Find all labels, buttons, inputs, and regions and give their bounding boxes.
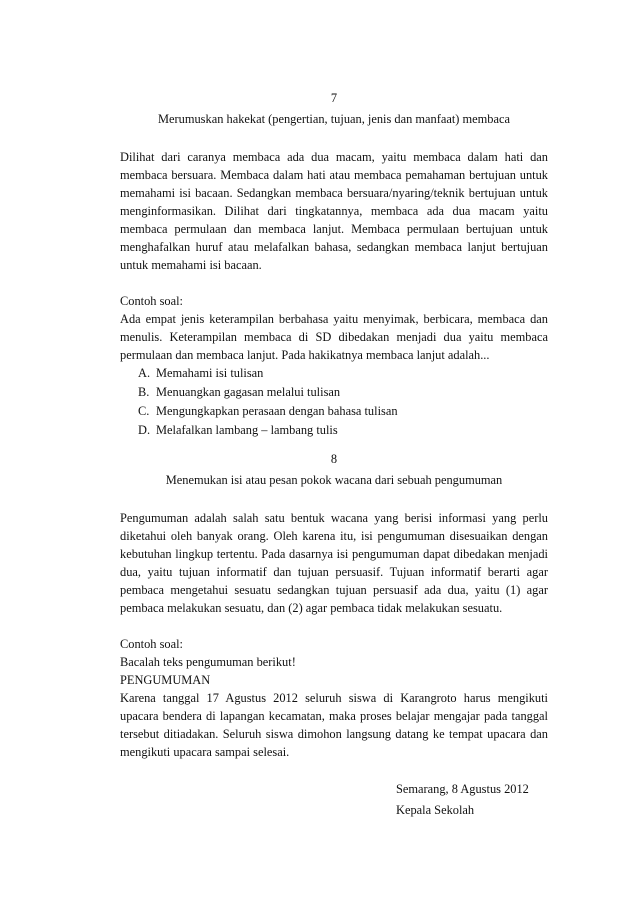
option-b-letter: B. [138,385,150,399]
answer-options [120,364,548,440]
announcement-body: Karena tanggal 17 Agustus 2012 seluruh siswa di Karangroto harus mengikuti upacara bendera di lapangan kecamatan, maka proses belajar mengajar pada tanggal tersebut ditiadakan. Seluruh siswa dimohon langsung datang ke tempat upacara dan mengikuti upacara sampai selesai. [120,691,548,759]
section-8-example-label: Contoh soal: [120,637,183,651]
section-7-example-label: Contoh soal: [120,294,183,308]
section-7-title: Merumuskan hakekat (pengertian, tujuan, jenis dan manfaat) membaca [158,112,510,126]
section-7-question: Ada empat jenis keterampilan berbahasa yaitu menyimak, berbicara, membaca dan menulis. Keterampilan membaca di SD dibedakan menjadi dua yaitu membaca permulaan dan membaca lanjut. Pada hakikatnya membaca lanjut adalah... [120,312,548,362]
option-c-letter: C. [138,404,150,418]
section-7-paragraph: Dilihat dari caranya membaca ada dua macam, yaitu membaca dalam hati dan membaca bersuara. Membaca dalam hati atau membaca pemahaman bertujuan untuk memahami isi bacaan. Sedangkan membaca bersuara/nyaring/teknik bertujuan untuk menginformasikan. Dilihat dari tingkatannya, membaca ada dua macam yaitu membaca permulaan dan membaca lanjut. Membaca permulaan bertujuan untuk menghafalkan huruf atau melafalkan bahasa, sedangkan membaca lanjut bertujuan untuk memahami isi bacaan. [120,150,548,272]
option-d-letter: D. [138,423,151,437]
option-d [120,421,548,440]
section-8-title: Menemukan isi atau pesan pokok wacana dari sebuah pengumuman [165,473,503,487]
option-b [120,383,548,402]
section-8-paragraph: Pengumuman adalah salah satu bentuk wacana yang berisi informasi yang perlu diketahui oleh banyak orang. Oleh karena itu, isi pengumuman disesuaikan dengan kebutuhan lingkup tertentu. Pada dasarnya isi pengumuman dapat dibedakan menjadi dua, yaitu tujuan informatif dan tujuan persuasif. Tujuan informatif berarti agar pembaca mengetahui sesuatu sedangkan tujuan persuasif ada dua, yaitu (1) agar pembaca melakukan sesuatu, dan (2) agar pembaca tidak melakukan sesuatu. [120,511,548,615]
option-a-text: Memahami isi tulisan [156,366,264,380]
section-8-number: 8 [330,452,338,466]
signatory-title: Kepala Sekolah [396,803,475,817]
section-7-number: 7 [330,91,338,105]
option-a [120,364,548,383]
announcement-heading: PENGUMUMAN [120,673,211,687]
option-d-text: Melafalkan lambang – lambang tulis [156,423,338,437]
option-a-letter: A. [138,366,151,380]
option-c-text: Mengungkapkan perasaan dengan bahasa tulisan [156,404,398,418]
section-8-instruction: Bacalah teks pengumuman berikut! [120,655,296,669]
option-b-text: Menuangkan gagasan melalui tulisan [156,385,341,399]
place-date: Semarang, 8 Agustus 2012 [396,782,529,796]
signature-block [396,779,548,821]
option-c [120,402,548,421]
page-content [120,89,548,821]
